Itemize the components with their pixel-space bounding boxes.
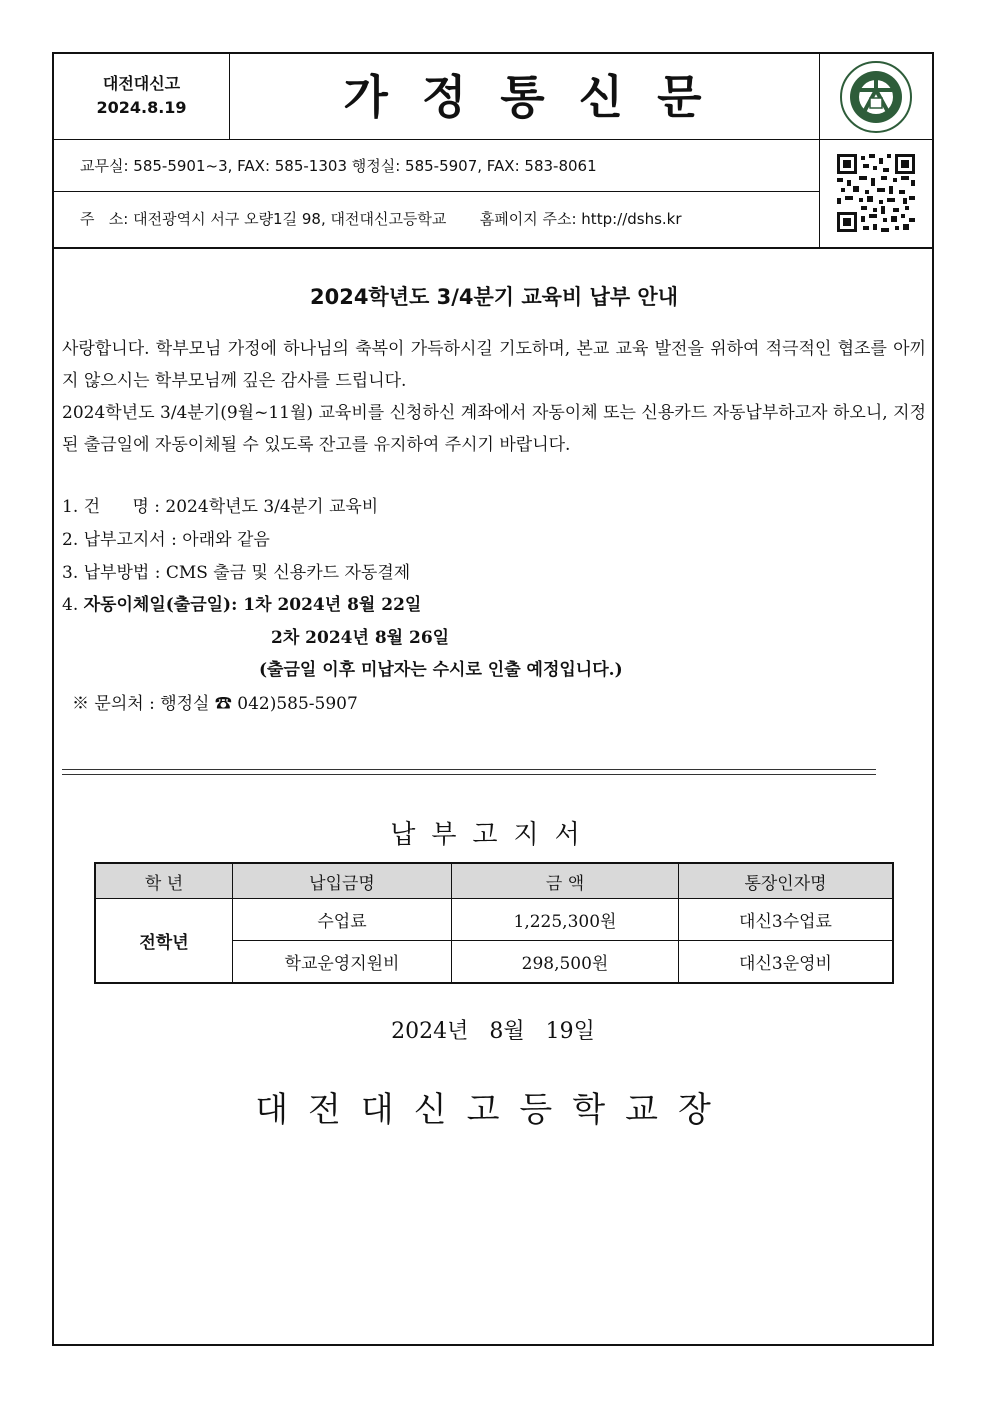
- school-name: 대전대신고: [102, 74, 181, 93]
- column-header: 납입금명: [233, 863, 452, 899]
- newsletter-title: 가정통신문: [230, 54, 820, 140]
- debit-date-1: 자동이체일(출금일): 1차 2024년 8월 22일: [83, 595, 422, 615]
- cut-line: [62, 769, 876, 775]
- column-header: 금 액: [452, 863, 679, 899]
- payment-slip-title: 납부고지서: [390, 820, 596, 850]
- school-logo: [820, 54, 932, 140]
- item-method: 3. 납부방법 : CMS 출금 및 신용카드 자동결제: [62, 563, 411, 583]
- item-subject: 1. 건 명 : 2024학년도 3/4분기 교육비: [62, 497, 379, 517]
- fee-name-cell: 학교운영지원비: [233, 941, 452, 984]
- contact-line: 교무실: 585-5901~3, FAX: 585-1303 행정실: 585-5907, FAX: 583-8061: [54, 140, 820, 192]
- notice-paragraph: 2024학년도 3/4분기(9월~11월) 교육비를 신청하신 계좌에서 자동이체 또는 신용카드 자동납부하고자 하오니, 지정된 출금일에 자동이체될 수 있도록 잔고를 유지하여 주시기 바랍니다.: [62, 403, 926, 455]
- document-date: 2024년 8월 19일: [391, 1019, 595, 1044]
- fee-name-cell: 수업료: [233, 899, 452, 941]
- document-frame: [52, 52, 934, 1346]
- table-row: [95, 899, 893, 941]
- payment-slip-table: [94, 862, 894, 984]
- header-divider: [54, 247, 932, 249]
- grade-cell: 전학년: [95, 899, 233, 984]
- letterhead: [54, 54, 932, 249]
- item-number: 4.: [62, 595, 84, 615]
- inquiry-line: ※ 문의처 : 행정실 ☎ 042)585-5907: [72, 694, 358, 714]
- qr-code-icon: [820, 140, 932, 247]
- amount-cell: 1,225,300원: [452, 899, 679, 941]
- school-info: [54, 54, 230, 140]
- table-header-row: [95, 863, 893, 899]
- account-name-cell: 대신3수업료: [679, 899, 894, 941]
- debit-date-2: 2차 2024년 8월 26일: [271, 628, 450, 648]
- principal-signature: 대전대신고등학교장: [255, 1090, 731, 1130]
- amount-cell: 298,500원: [452, 941, 679, 984]
- item-bill: 2. 납부고지서 : 아래와 같음: [62, 530, 270, 550]
- item-debit-date: [62, 590, 421, 615]
- school-emblem-icon: [820, 54, 932, 140]
- debit-note: (출금일 이후 미납자는 수시로 인출 예정입니다.): [259, 660, 623, 680]
- issue-date: 2024.8.19: [96, 98, 187, 117]
- notice-title: 2024학년도 3/4분기 교육비 납부 안내: [309, 285, 679, 309]
- greeting-paragraph: 사랑합니다. 학부모님 가정에 하나님의 축복이 가득하시길 기도하며, 본교 교육 발전을 위하여 적극적인 협조를 아끼지 않으시는 학부모님께 깊은 감사를 드립니다.: [62, 339, 926, 391]
- account-name-cell: 대신3운영비: [679, 941, 894, 984]
- qr-code[interactable]: [820, 140, 932, 247]
- column-header: 학 년: [95, 863, 233, 899]
- column-header: 통장인자명: [679, 863, 894, 899]
- address-line: 주 소: 대전광역시 서구 오량1길 98, 대전대신고등학교 홈페이지 주소: http://dshs.kr: [54, 192, 820, 247]
